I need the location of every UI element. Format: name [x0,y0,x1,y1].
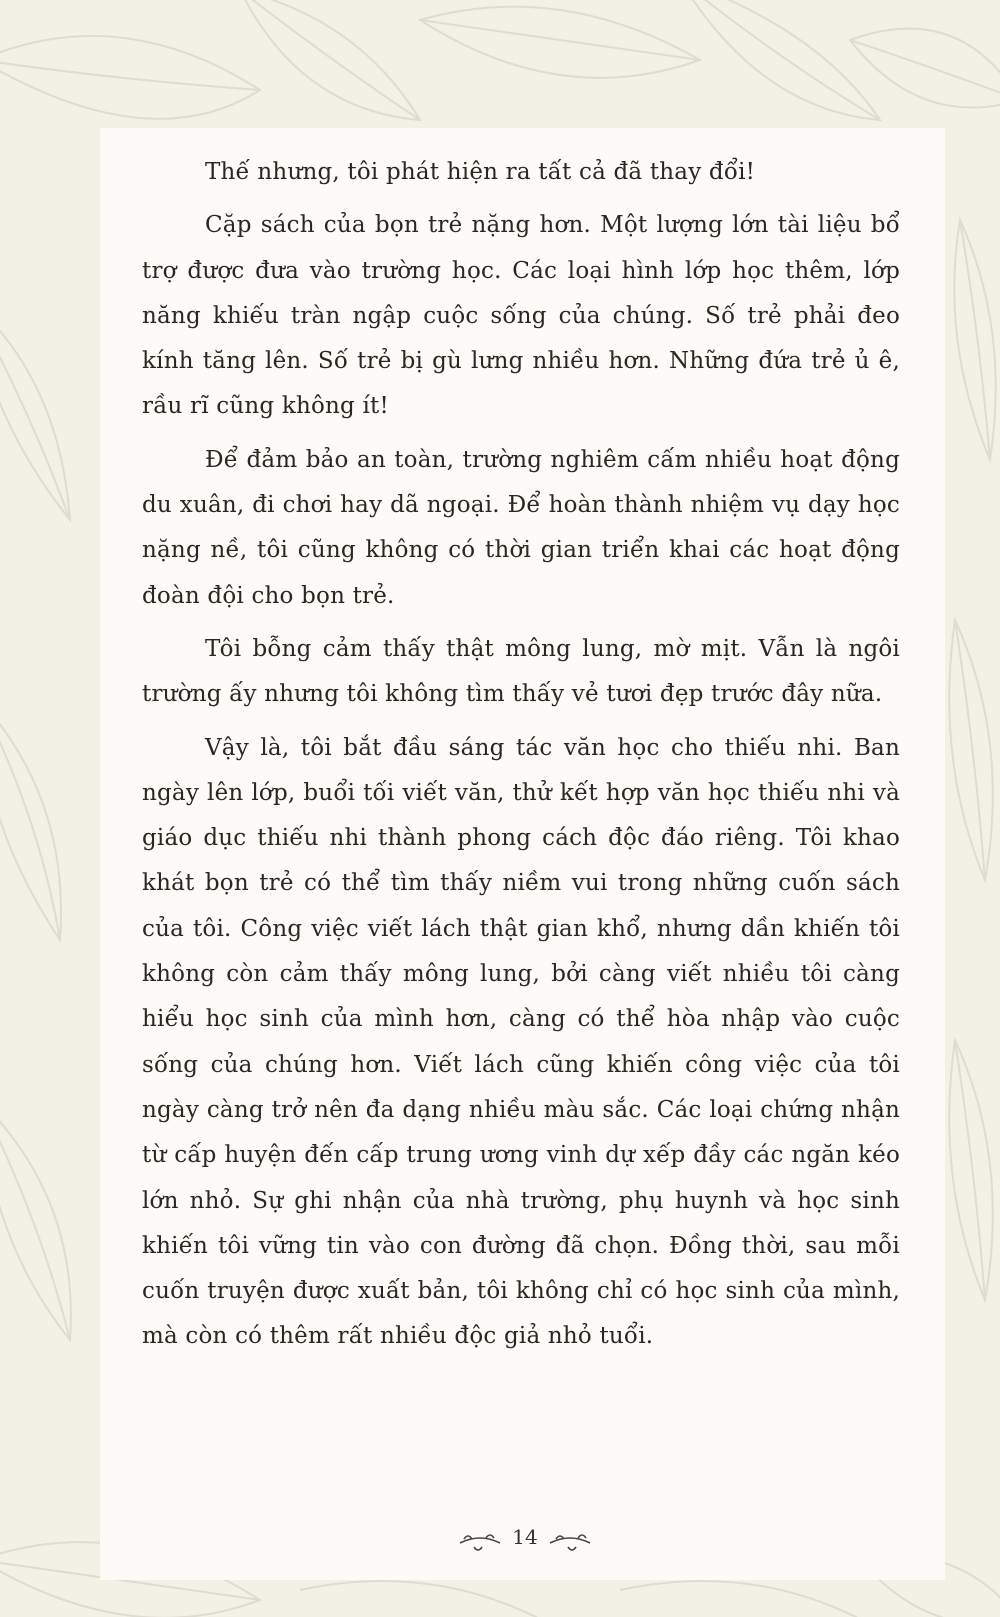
page-number: 14 [512,1525,538,1549]
paragraph-5: Vậy là, tôi bắt đầu sáng tác văn học cho thiếu nhi. Ban ngày lên lớp, buổi tối viết văn, thử kết hợp văn học thiếu nhi và giáo dục thiếu nhi thành phong cách độc đáo riêng. Tôi khao khát bọn trẻ có thể tìm thấy niềm vui trong những cuốn sách của tôi. Công việc viết lách thật gian khổ, nhưng dần khiến tôi không còn cảm thấy mông lung, bởi càng viết nhiều tôi càng hiểu học sinh của mình hơn, càng có thể hòa nhập vào cuộc sống của chúng hơn. Viết lách cũng khiến công việc của tôi ngày càng trở nên đa dạng nhiều màu sắc. Các loại chứng nhận từ cấp huyện đến cấp trung ương vinh dự xếp đầy các ngăn kéo lớn nhỏ. Sự ghi nhận của nhà trường, phụ huynh và học sinh khiến tôi vững tin vào con đường đã chọn. Đồng thời, sau mỗi cuốn truyện được xuất bản, tôi không chỉ có học sinh của mình, mà còn có thêm rất nhiều độc giả nhỏ tuổi. [142,734,900,1350]
paragraph-2: Cặp sách của bọn trẻ nặng hơn. Một lượng lớn tài liệu bổ trợ được đưa vào trường học. Các loại hình lớp học thêm, lớp năng khiếu tràn ngập cuộc sống của chúng. Số trẻ phải đeo kính tăng lên. Số trẻ bị gù lưng nhiều hơn. Những đứa trẻ ủ ê, rầu rĩ cũng không ít! [142,212,900,420]
paragraph-4: Tôi bỗng cảm thấy thật mông lung, mờ mịt. Vẫn là ngôi trường ấy nhưng tôi không tìm thấy vẻ tươi đẹp trước đây nữa. [142,635,900,708]
page-number-ornament [450,1521,600,1561]
book-page [100,128,945,1580]
paragraph-1: Thế nhưng, tôi phát hiện ra tất cả đã thay đổi! [205,159,756,185]
paragraph-3: Để đảm bảo an toàn, trường nghiêm cấm nhiều hoạt động du xuân, đi chơi hay dã ngoại. Để hoàn thành nhiệm vụ dạy học nặng nề, tôi cũng không có thời gian triển khai các hoạt động đoàn đội cho bọn trẻ. [142,446,900,609]
body-text [142,150,900,1368]
